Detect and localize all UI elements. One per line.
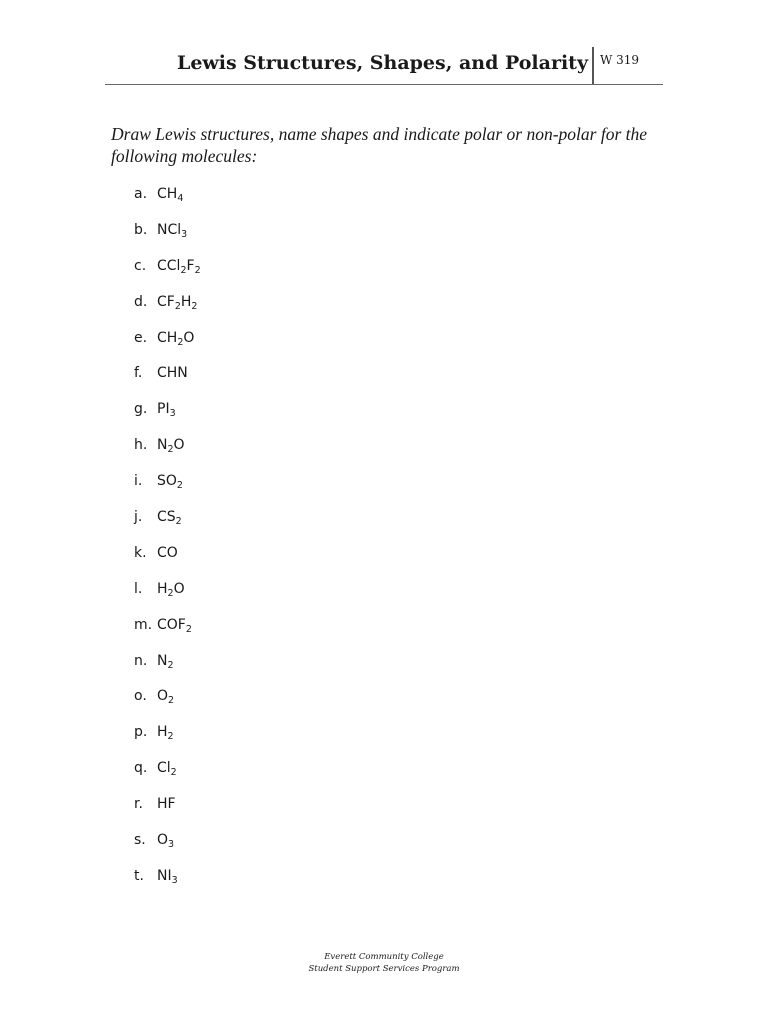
item-letter: s. xyxy=(134,832,146,849)
item-letter: g. xyxy=(134,401,148,418)
item-letter: b. xyxy=(134,221,148,238)
item-letter: p. xyxy=(134,724,148,741)
formula-text: H xyxy=(157,580,168,597)
formula-text: O xyxy=(157,688,169,705)
item-letter: c. xyxy=(134,257,147,274)
header-divider xyxy=(592,47,594,84)
list-item xyxy=(134,686,201,722)
list-item xyxy=(134,471,201,507)
item-letter: q. xyxy=(134,760,148,777)
formula-subscript: 3 xyxy=(171,874,178,886)
item-letter: h. xyxy=(134,437,148,454)
list-item xyxy=(134,543,201,579)
formula-text: HF xyxy=(157,796,176,813)
formula-subscript: 2 xyxy=(185,623,192,635)
molecule-formula xyxy=(157,794,176,814)
formula-subscript: 2 xyxy=(194,264,201,276)
item-letter: l. xyxy=(134,580,143,597)
molecule-list xyxy=(134,184,201,902)
document-code: W 319 xyxy=(600,53,640,67)
formula-text: N xyxy=(157,652,168,669)
formula-text: NI xyxy=(157,867,172,884)
molecule-formula xyxy=(157,328,194,348)
item-letter: n. xyxy=(134,652,148,669)
formula-text: F xyxy=(186,257,195,274)
molecule-formula xyxy=(157,507,182,527)
list-item xyxy=(134,830,201,866)
formula-text: CH xyxy=(157,186,178,202)
item-letter: m. xyxy=(134,616,153,633)
formula-subscript: 2 xyxy=(191,300,198,312)
formula-subscript: 3 xyxy=(181,228,188,240)
page-title: Lewis Structures, Shapes, and Polarity xyxy=(176,52,588,74)
formula-text: PI xyxy=(157,401,170,418)
formula-text: O xyxy=(173,437,185,454)
list-item xyxy=(134,328,201,364)
formula-subscript: 2 xyxy=(175,516,182,528)
formula-subscript: 2 xyxy=(174,300,181,312)
formula-text: CS xyxy=(157,509,176,526)
molecule-formula xyxy=(157,471,183,491)
molecule-formula xyxy=(157,830,174,850)
item-letter: k. xyxy=(134,544,147,561)
molecule-formula xyxy=(157,615,192,635)
list-item xyxy=(134,220,201,256)
molecule-formula xyxy=(157,758,177,778)
molecule-formula xyxy=(157,220,187,240)
instructions: Draw Lewis structures, name shapes and indicate polar or non-polar for the following molecules: xyxy=(111,124,648,166)
item-letter: r. xyxy=(134,796,143,813)
formula-subscript: 2 xyxy=(167,659,174,671)
formula-text: H xyxy=(180,293,192,310)
item-letter: e. xyxy=(134,329,148,346)
item-letter: t. xyxy=(134,867,144,884)
list-item xyxy=(134,794,201,830)
formula-subscript: 4 xyxy=(177,193,184,204)
molecule-formula xyxy=(157,866,178,886)
list-item xyxy=(134,292,201,328)
list-item xyxy=(134,758,201,794)
molecule-formula xyxy=(157,722,174,742)
formula-text: O xyxy=(183,329,195,346)
molecule-formula xyxy=(157,292,197,312)
formula-text: SO xyxy=(157,473,177,490)
item-letter: a. xyxy=(134,186,148,202)
formula-subscript: 3 xyxy=(168,839,175,851)
item-letter: j. xyxy=(134,509,143,526)
formula-text: CH xyxy=(157,329,178,346)
molecule-formula xyxy=(157,579,185,599)
formula-text: CO xyxy=(157,544,178,561)
formula-subscript: 2 xyxy=(176,480,183,492)
item-letter: d. xyxy=(134,293,148,310)
list-item xyxy=(134,651,201,687)
formula-text: H xyxy=(157,724,168,741)
list-item xyxy=(134,363,201,399)
formula-subscript: 2 xyxy=(167,444,174,456)
formula-text: Cl xyxy=(157,760,171,777)
list-item xyxy=(134,435,201,471)
molecule-formula xyxy=(157,543,178,563)
list-item xyxy=(134,399,201,435)
formula-subscript: 3 xyxy=(169,408,176,420)
molecule-formula xyxy=(157,435,185,455)
header-rule xyxy=(105,84,663,85)
formula-text: O xyxy=(157,832,169,849)
list-item xyxy=(134,256,201,292)
footer xyxy=(0,951,768,975)
molecule-formula xyxy=(157,184,183,204)
formula-subscript: 2 xyxy=(167,731,174,743)
formula-subscript: 2 xyxy=(168,695,175,707)
formula-subscript: 2 xyxy=(180,264,187,276)
formula-text: CCl xyxy=(157,257,181,274)
item-letter: o. xyxy=(134,688,147,705)
formula-text: COF xyxy=(157,616,186,633)
molecule-formula xyxy=(157,363,188,383)
formula-text: CF xyxy=(157,293,175,310)
list-item xyxy=(134,615,201,651)
list-item xyxy=(134,579,201,615)
list-item xyxy=(134,866,201,902)
formula-text: NCl xyxy=(157,221,182,238)
molecule-formula xyxy=(157,686,174,706)
item-letter: f. xyxy=(134,365,143,382)
list-item xyxy=(134,722,201,758)
formula-subscript: 2 xyxy=(177,336,184,348)
formula-subscript: 2 xyxy=(170,767,177,779)
item-letter: i. xyxy=(134,473,143,490)
formula-subscript: 2 xyxy=(167,587,174,599)
footer-institution: Everett Community College xyxy=(324,952,444,962)
formula-text: O xyxy=(173,580,185,597)
molecule-formula xyxy=(157,256,201,276)
footer-program: Student Support Services Program xyxy=(308,964,460,974)
molecule-formula xyxy=(157,651,174,671)
formula-text: N xyxy=(157,437,168,454)
list-item xyxy=(134,184,201,220)
list-item xyxy=(134,507,201,543)
molecule-formula xyxy=(157,399,176,419)
formula-text: CHN xyxy=(157,365,188,382)
